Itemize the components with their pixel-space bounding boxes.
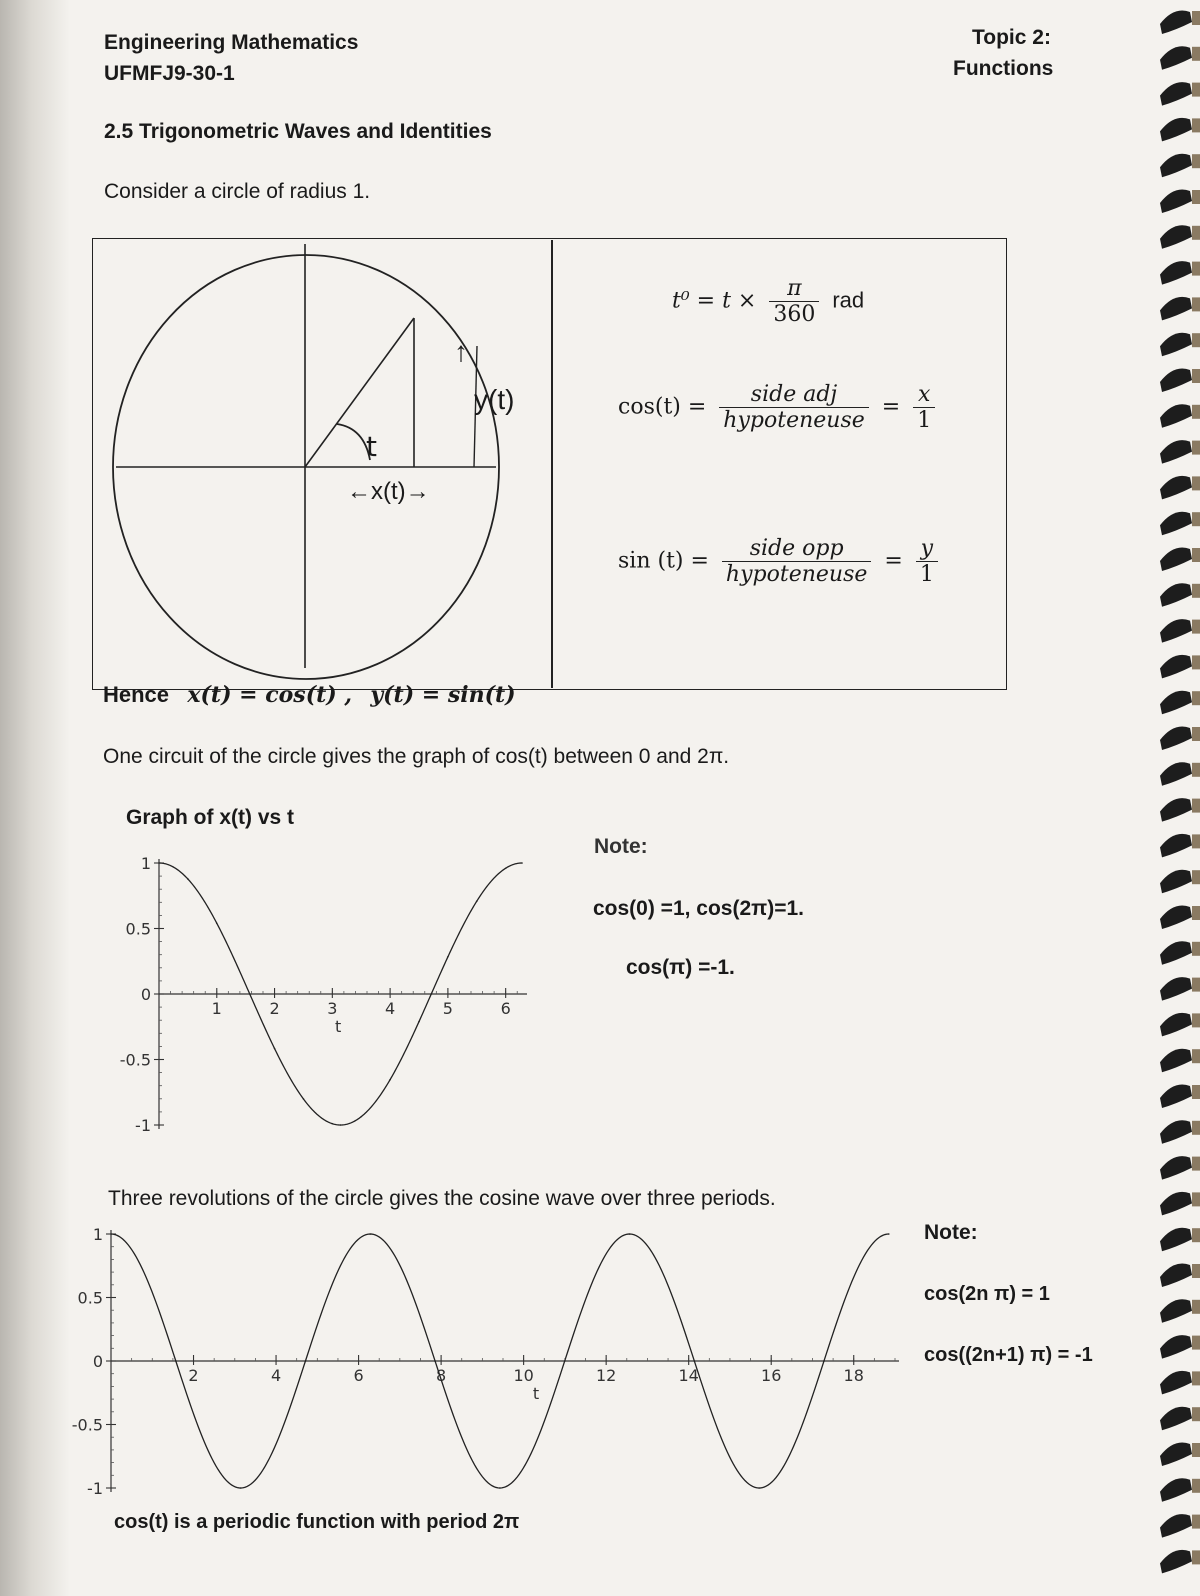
data-point [434,1360,436,1362]
up-arrow: ↑ [454,336,468,367]
hence-x-eq: x(t) = cos(t) , [187,682,352,708]
y-tick-label: -0.5 [119,1050,151,1070]
angle-label: t [366,430,377,463]
x-axis-label: t [334,1017,342,1036]
binding-hole [1192,691,1200,705]
binding-hole [1192,1085,1200,1099]
data-point [389,1079,391,1081]
data-point [823,1360,825,1362]
binding-coil [1160,297,1192,321]
binding-coil [1160,1192,1192,1216]
binding-coil [1160,1120,1192,1144]
data-point [249,993,251,995]
y-tick-label: -0.5 [71,1415,103,1435]
graph1-title: Graph of x(t) vs t [126,806,295,829]
binding-hole [1192,942,1200,956]
data-point [476,900,478,902]
binding-hole [1192,441,1200,455]
data-point [305,1360,307,1362]
binding-hole [1192,369,1200,383]
sin-den: hypoteneuse [722,561,871,587]
binding-hole [1192,190,1200,204]
binding-hole [1192,1550,1200,1564]
binding-coil [1160,1228,1192,1252]
note2-line1: cos(2n π) = 1 [924,1283,1050,1305]
binding-hole [1192,1121,1200,1135]
binding-hole [1192,620,1200,634]
binding-hole [1192,834,1200,848]
section-title: 2.5 Trigonometric Waves and Identities [104,120,492,143]
binding-coil [1160,1514,1192,1538]
x-tick-label: 18 [843,1366,864,1385]
periodic-text: cos(t) is a periodic function with period 2π [114,1511,520,1533]
binding-coil [1160,548,1192,572]
binding-coil [1160,225,1192,249]
binding-coil [1160,727,1192,751]
binding-coil [1160,46,1192,70]
x-tick-label: 4 [385,999,396,1018]
x-tick-label: 8 [436,1366,447,1385]
hence-y-eq: y(t) = sin(t) [370,682,516,708]
binding-hole [1192,297,1200,311]
data-point [447,956,449,958]
data-point [332,1123,334,1125]
binding-coil [1160,798,1192,822]
data-point [694,1360,696,1362]
binding-coil [1160,154,1192,178]
y-tick-label: 1 [140,854,151,873]
cos-num: side adj [750,382,838,407]
binding-coil [1160,1550,1192,1574]
x-tick-label: 1 [211,999,222,1018]
y-tick-label: -1 [135,1116,151,1135]
degree-den: 360 [769,301,819,327]
binding-coil [1160,118,1192,141]
binding-coil [1160,870,1192,894]
binding-hole [1192,906,1200,920]
binding-coil [1160,1156,1192,1180]
binding-coil [1160,1371,1192,1395]
binding-coil [1160,1407,1192,1431]
binding-coil [1160,11,1192,35]
sin-eq: = [884,548,903,574]
binding-hole [1192,727,1200,741]
binding-hole [1192,1371,1200,1385]
cos-den: hypoteneuse [719,407,868,433]
x-tick-label: 14 [678,1366,699,1385]
data-point [499,1487,501,1489]
binding-hole [1192,118,1200,132]
degree-unit: rad [832,287,865,313]
binding-coil [1160,906,1192,930]
binding-hole [1192,1336,1200,1350]
sin-num: side opp [749,536,844,561]
binding-coil [1160,261,1192,285]
binding-hole [1192,978,1200,992]
data-point [505,867,507,869]
binding-coil [1160,512,1192,536]
binding-coil [1160,476,1192,500]
binding-coil [1160,82,1192,106]
data-point [303,1098,305,1100]
binding-hole [1192,655,1200,669]
binding-hole [1192,1515,1200,1529]
note1-line1: cos(0) =1, cos(2π)=1. [593,897,805,920]
data-point [758,1487,760,1489]
binding-coil [1160,655,1192,679]
binding-coil [1160,190,1192,214]
binding-hole [1192,1443,1200,1457]
data-point [274,1048,276,1050]
data-point [175,1360,177,1362]
data-point [240,1487,242,1489]
x-tick-label: 2 [188,1366,199,1385]
data-point [340,1124,342,1126]
binding-coil [1160,834,1192,858]
binding-coil [1160,941,1192,965]
binding-coil [1160,1478,1192,1502]
data-point [110,1233,112,1235]
binding-coil [1160,440,1192,464]
topic-label: Topic 2: [972,26,1051,49]
note1-line2: cos(π) =-1. [626,956,735,979]
x-tick-label: 16 [761,1366,782,1385]
x-tick-label: 6 [353,1366,364,1385]
binding-coil [1160,369,1192,393]
binding-hole [1192,333,1200,347]
binding-coil [1160,1335,1192,1359]
binding-coil [1160,977,1192,1001]
topic-name: Functions [953,57,1054,80]
hence-word: Hence [103,682,170,707]
binding-coil [1160,1013,1192,1037]
y-tick-label: -1 [87,1479,103,1498]
x-tick-label: 2 [269,999,280,1018]
spiral-binding [1152,0,1200,1596]
binding-hole [1192,47,1200,61]
binding-hole [1192,1407,1200,1421]
y-tick-label: 0 [92,1352,103,1371]
hence-line [103,682,516,708]
data-point [888,1233,890,1235]
binding-coil [1160,691,1192,715]
binding-coil [1160,1049,1192,1073]
data-point [430,993,432,995]
x-tick-label: 6 [500,999,511,1018]
circuit-text: One circuit of the circle gives the graph of cos(t) between 0 and 2π. [103,745,730,768]
binding-hole [1192,870,1200,884]
three-rev-text: Three revolutions of the circle gives the cosine wave over three periods. [108,1187,776,1210]
binding-hole [1192,763,1200,777]
course-code: UFMFJ9-30-1 [104,62,235,85]
unit-circle-diagram [92,238,552,690]
x-axis-label: t [532,1384,540,1403]
binding-hole [1192,1049,1200,1063]
sin-rden: 1 [916,561,938,587]
binding-coil [1160,404,1192,428]
data-point [187,878,189,880]
x-tick-label: 3 [327,999,338,1018]
x-tick-label: 5 [442,999,453,1018]
binding-coil [1160,619,1192,643]
binding-hole [1192,11,1200,25]
binding-hole [1192,1300,1200,1314]
binding-hole [1192,1192,1200,1206]
x-tick-label: 4 [270,1366,282,1385]
x-tick-label: 10 [513,1366,534,1385]
binding-hole [1192,405,1200,419]
data-point [158,862,160,864]
intro-text: Consider a circle of radius 1. [104,180,371,203]
binding-coil [1160,1264,1192,1288]
note2-line2: cos((2n+1) π) = -1 [924,1344,1093,1366]
y-tick-label: 1 [92,1225,103,1244]
cos-graph-three-periods [55,1218,905,1508]
note1-heading: Note: [594,835,648,858]
binding-hole [1192,548,1200,562]
cos-rden: 1 [913,407,935,433]
x-tick-label: 12 [595,1366,617,1385]
y-tick-label: 0 [140,985,151,1004]
binding-coil [1160,583,1192,607]
cos-formula [618,382,941,433]
degree-num: π [787,276,802,301]
x-label: ←x(t)→ [347,478,430,505]
binding-hole [1192,476,1200,490]
y-label: y(t) [474,384,515,415]
binding-coil [1160,762,1192,786]
binding-hole [1192,226,1200,240]
degree-formula [672,276,864,327]
binding-hole [1192,154,1200,168]
binding-hole [1192,1264,1200,1278]
y-tick-label: 0.5 [125,919,151,939]
binding-hole [1192,83,1200,97]
data-point [360,1116,362,1118]
binding-hole [1192,1013,1200,1027]
cos-eq: = [881,394,901,420]
binding-hole [1192,584,1200,598]
binding-coil [1160,1299,1192,1323]
note2-heading: Note: [924,1221,978,1244]
course-title: Engineering Mathematics [104,31,359,54]
sin-formula [618,536,944,587]
binding-hole [1192,512,1200,526]
degree-lhs: t⁰ = t × [672,288,757,314]
binding-coil [1160,1443,1192,1467]
radius-line [305,318,414,467]
data-point [521,862,523,864]
sin-rnum: y [920,536,934,561]
cos-lhs: cos(t) = [618,394,707,420]
data-point [629,1233,631,1235]
cos-graph-one-period [95,845,535,1145]
binding-hole [1192,262,1200,276]
binding-hole [1192,1479,1200,1493]
binding-coil [1160,333,1192,357]
sin-lhs: sin (t) = [618,548,709,574]
data-point [369,1233,371,1235]
cos-rnum: x [917,382,931,407]
binding-hole [1192,799,1200,813]
data-point [418,1021,420,1023]
y-tick-label: 0.5 [77,1288,103,1308]
data-point [564,1360,566,1362]
binding-hole [1192,1157,1200,1171]
binding-hole [1192,1228,1200,1242]
data-point [216,922,218,924]
binding-coil [1160,1085,1192,1109]
